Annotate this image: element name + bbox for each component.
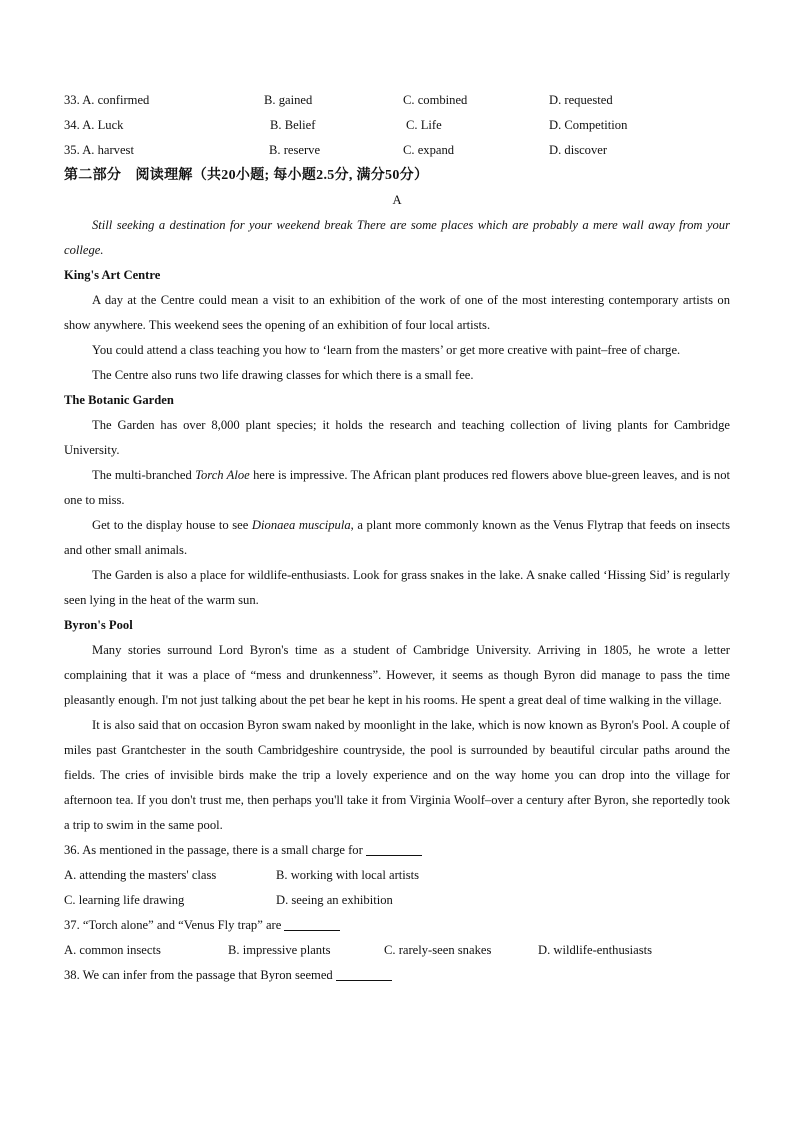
- heading-botanic-garden: The Botanic Garden: [64, 393, 174, 407]
- option-d: D. Competition: [549, 118, 628, 132]
- option-c: C. Life: [406, 118, 442, 132]
- option-c: C. expand: [403, 143, 455, 157]
- passage-label: A: [392, 193, 402, 207]
- text: here is impressive. The African plant produces red flowers above blue-green leaves, and is not one to miss.: [64, 468, 730, 507]
- question-text: 38. We can infer from the passage that Byron seemed: [64, 968, 333, 982]
- answer-blank: [366, 841, 422, 856]
- question-36-options-row-2: [64, 888, 730, 913]
- option-c: C. combined: [403, 93, 468, 107]
- section-title: 第二部分 阅读理解（共20小题; 每小题2.5分, 满分50分）: [64, 168, 429, 183]
- question-37: [64, 913, 730, 938]
- paragraph: The Centre also runs two life drawing classes for which there is a small fee.: [92, 368, 474, 382]
- option-b: B. reserve: [269, 143, 321, 157]
- question-37-options: [64, 938, 730, 963]
- paragraph: It is also said that on occasion Byron swam naked by moonlight in the lake, which is now known as Byron's Pool. A couple of miles past Grantchester in the south Cambridgeshire countryside, the pool is surrounded by beautiful circular paths around the fields. The cries of invisible birds make the trip a lovely experience and on the way home you can drop into the village for afternoon tea. If you don't trust me, then perhaps you'll take it from Virginia Woolf–over a century after Byron, she reportedly took a trip to swim in the same pool.: [64, 718, 730, 832]
- question-36: [64, 838, 730, 863]
- answer-blank: [284, 916, 340, 931]
- option-b: B. gained: [264, 93, 313, 107]
- passage-intro: Still seeking a destination for your weekend break There are some places which are probably a mere wall away from your college.: [64, 218, 730, 257]
- text: The multi-branched: [92, 468, 196, 482]
- option-b: B. Belief: [270, 118, 316, 132]
- option-d: D. discover: [549, 143, 608, 157]
- option-b: B. impressive plants: [228, 943, 331, 957]
- answer-blank: [336, 966, 392, 981]
- text: , a plant more commonly known as the Venus Flytrap that feeds on insects and other small animals.: [64, 518, 730, 557]
- option-a: 34. A. Luck: [64, 118, 124, 132]
- option-a: 33. A. confirmed: [64, 93, 150, 107]
- paragraph: [64, 463, 730, 513]
- plant-name-italic: Torch Aloe: [195, 468, 250, 482]
- option-d: D. requested: [549, 93, 613, 107]
- option-d: D. wildlife-enthusiasts: [538, 943, 653, 957]
- paragraph: [64, 513, 730, 563]
- paragraph: The Garden is also a place for wildlife-enthusiasts. Look for grass snakes in the lake. A snake called ‘Hissing Sid’ is regularly seen lying in the heat of the warm sun.: [64, 568, 730, 607]
- cloze-option-row-35: [64, 138, 730, 163]
- option-a: 35. A. harvest: [64, 143, 134, 157]
- cloze-option-row-33: [64, 88, 730, 113]
- text: Get to the display house to see: [92, 518, 252, 532]
- plant-name-italic: Dionaea muscipula: [251, 518, 351, 532]
- paragraph: You could attend a class teaching you how to ‘learn from the masters’ or get more creative with paint–free of charge.: [92, 343, 681, 357]
- question-36-options-row-1: [64, 863, 730, 888]
- exam-page: [64, 88, 730, 988]
- option-d: D. seeing an exhibition: [276, 893, 393, 907]
- option-c: C. rarely-seen snakes: [384, 943, 492, 957]
- option-b: B. working with local artists: [276, 868, 420, 882]
- option-a: A. attending the masters' class: [64, 868, 217, 882]
- paragraph: A day at the Centre could mean a visit to an exhibition of the work of one of the most interesting contemporary artists on show anywhere. This weekend sees the opening of an exhibition of four local artists.: [64, 293, 730, 332]
- cloze-option-row-34: [64, 113, 730, 138]
- option-a: A. common insects: [64, 943, 161, 957]
- paragraph: Many stories surround Lord Byron's time as a student of Cambridge University. Arriving in 1805, he wrote a letter complaining that it was a place of “mess and drunkenness”. However, it seems as though Byron did manage to pass the time pleasantly enough. I'm not just talking about the pet bear he kept in his rooms. He spent a great deal of time walking in the village.: [64, 643, 730, 707]
- question-text: 36. As mentioned in the passage, there is a small charge for: [64, 843, 363, 857]
- paragraph: The Garden has over 8,000 plant species; it holds the research and teaching collection of living plants for Cambridge University.: [64, 418, 730, 457]
- heading-byrons-pool: Byron's Pool: [64, 618, 133, 632]
- question-38: [64, 963, 730, 988]
- question-text: 37. “Torch alone” and “Venus Fly trap” are: [64, 918, 282, 932]
- option-c: C. learning life drawing: [64, 893, 185, 907]
- heading-kings-art-centre: King's Art Centre: [64, 268, 161, 282]
